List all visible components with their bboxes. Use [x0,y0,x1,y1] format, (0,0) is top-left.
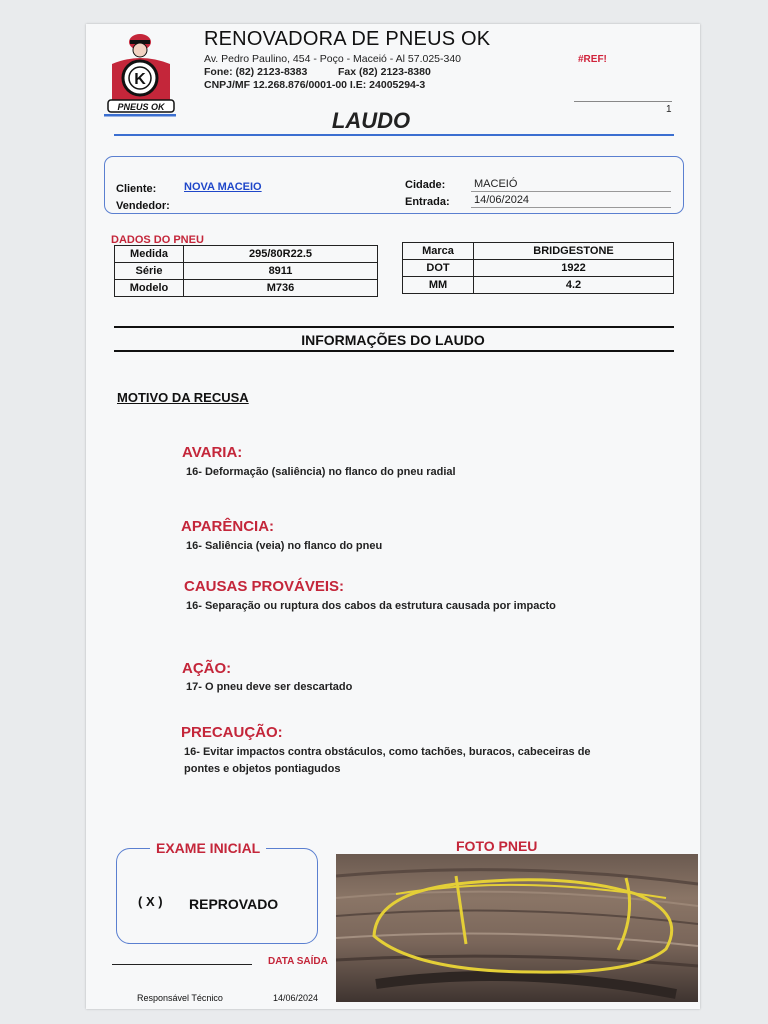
aparencia-text: 16- Saliência (veia) no flanco do pneu [186,540,383,552]
tire-table-left [114,245,378,297]
table-row [115,246,378,263]
motivo-heading: MOTIVO DA RECUSA [117,390,249,405]
entrada-label: Entrada: [405,196,450,208]
page-number-rule [574,101,672,102]
company-name: RENOVADORA DE PNEUS OK [204,28,491,50]
company-cnpj: CNPJ/MF 12.268.876/0001-00 I.E: 24005294-3 [204,79,426,91]
logo-text: PNEUS OK [117,102,165,112]
vendedor-label: Vendedor: [116,200,170,212]
pneus-ok-logo [100,30,180,118]
cidade-rule [471,191,671,192]
title-rule [114,134,674,136]
mm-value: 4.2 [474,277,674,294]
table-row [403,277,674,294]
table-row [403,260,674,277]
modelo-value: M736 [184,280,378,297]
avaria-text: 16- Deformação (saliência) no flanco do pneu radial [186,466,456,478]
serie-value: 8911 [184,263,378,280]
causas-text: 16- Separação ou ruptura dos cabos da estrutura causada por impacto [186,600,556,612]
table-row [403,243,674,260]
acao-text: 17- O pneu deve ser descartado [186,681,353,693]
avaria-heading: AVARIA: [182,444,243,461]
dot-value: 1922 [474,260,674,277]
page-number: 1 [666,104,672,115]
table-row [115,280,378,297]
marca-value: BRIDGESTONE [474,243,674,260]
cliente-value: NOVA MACEIO [184,181,262,193]
page-title: LAUDO [331,108,411,133]
laudo-page [86,24,700,1009]
tire-photo [336,854,698,1002]
table-row [115,263,378,280]
cliente-label: Cliente: [116,183,157,195]
section-title: INFORMAÇÕES DO LAUDO [301,332,485,348]
company-address: Av. Pedro Paulino, 454 - Poço - Maceió - Al 57.025-340 [204,53,462,65]
modelo-label: Modelo [115,280,184,297]
footer-date: 14/06/2024 [273,993,319,1003]
dot-label: DOT [403,260,474,277]
aparencia-heading: APARÊNCIA: [181,518,275,535]
entrada-value: 14/06/2024 [474,194,530,206]
cidade-value: MACEIÓ [474,178,518,190]
medida-value: 295/80R22.5 [184,246,378,263]
marca-label: Marca [403,243,474,260]
acao-heading: AÇÃO: [182,660,232,677]
serie-label: Série [115,263,184,280]
exam-result: REPROVADO [189,896,279,912]
section-rule-bottom [114,350,674,352]
logo-letter: K [134,71,146,88]
company-fax: Fax (82) 2123-8380 [338,66,431,78]
photo-title: FOTO PNEU [456,838,538,854]
causas-heading: CAUSAS PROVÁVEIS: [184,578,345,595]
precaucao-heading: PRECAUÇÃO: [181,724,283,741]
precaucao-text-line1: 16- Evitar impactos contra obstáculos, como tachões, buracos, cabeceiras de [184,746,591,758]
ref-error: #REF! [578,54,607,65]
cidade-label: Cidade: [405,179,446,191]
exam-checkbox: ( X ) [138,894,163,909]
medida-label: Medida [115,246,184,263]
mm-label: MM [403,277,474,294]
company-phone: Fone: (82) 2123-8383 [204,66,308,78]
section-rule-top [114,326,674,328]
data-saida-label: DATA SAÍDA [268,956,328,967]
responsavel-label: Responsável Técnico [137,993,223,1003]
exam-title: EXAME INICIAL [150,840,266,856]
tire-table-right [402,242,674,294]
tire-data-heading: DADOS DO PNEU [111,234,204,246]
precaucao-text-line2: pontes e objetos pontiagudos [184,763,341,775]
entrada-rule [471,207,671,208]
signature-line [112,964,252,965]
